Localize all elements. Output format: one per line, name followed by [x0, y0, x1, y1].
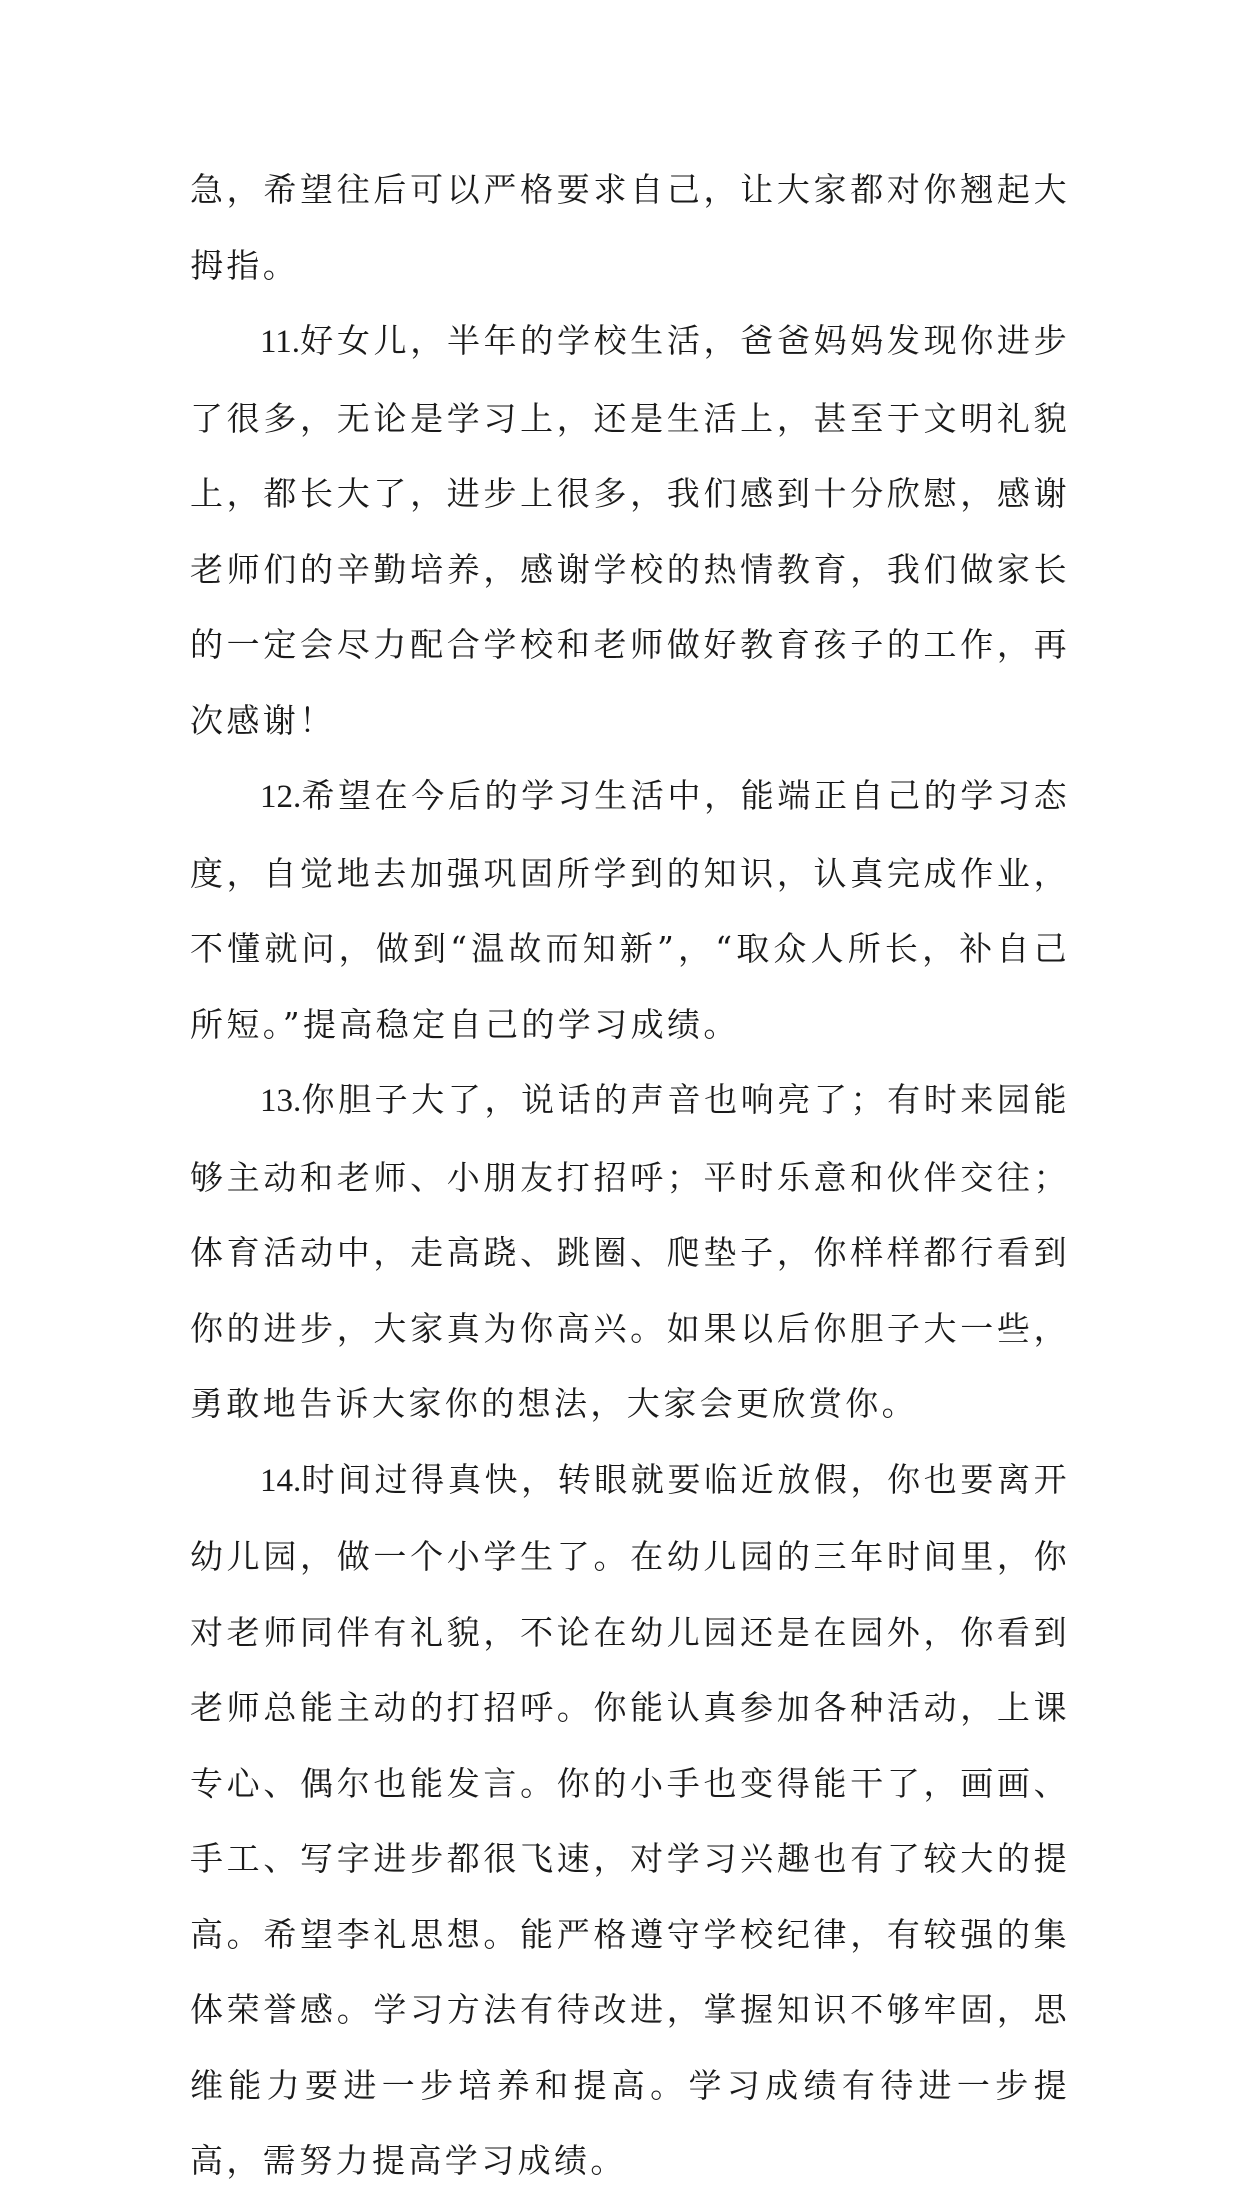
- paragraph-item-14: [190, 1442, 1070, 2199]
- paragraph-item-12: [190, 758, 1070, 1062]
- paragraph-item-13: [190, 1062, 1070, 1442]
- paragraph-number: 13.: [260, 1083, 302, 1119]
- document-body: [190, 152, 1070, 2199]
- paragraph-text: 你胆子大了，说话的声音也响亮了；有时来园能够主动和老师、小朋友打招呼；平时乐意和伙伴交往；体育活动中，走高跷、跳圈、爬垫子，你样样都行看到你的进步，大家真为你高兴。如果以后你胆子大一些，勇敢地告诉大家你的想法，大家会更欣赏你。: [190, 1080, 1070, 1423]
- paragraph-text: 时间过得真快，转眼就要临近放假，你也要离开幼儿园，做一个小学生了。在幼儿园的三年时间里，你对老师同伴有礼貌，不论在幼儿园还是在园外，你看到老师总能主动的打招呼。你能认真参加各种活动，上课专心、偶尔也能发言。你的小手也变得能干了，画画、手工、写字进步都很飞速，对学习兴趣也有了较大的提高。希望李礼思想。能严格遵守学校纪律，有较强的集体荣誉感。学习方法有待改进，掌握知识不够牢固，思维能力要进一步培养和提高。学习成绩有待进一步提高，需努力提高学习成绩。: [190, 1459, 1070, 2180]
- paragraph-number: 14.: [260, 1462, 302, 1499]
- paragraph-text: 希望在今后的学习生活中，能端正自己的学习态度，自觉地去加强巩固所学到的知识，认真完成作业，不懂就问，做到“温故而知新”，“取众人所长，补自己所短。”提高稳定自己的学习成绩。: [190, 776, 1070, 1044]
- paragraph-number: 11.: [260, 324, 301, 360]
- paragraph-item-11: [190, 303, 1070, 758]
- paragraph-continuation: [190, 152, 1070, 303]
- paragraph-text: 急，希望往后可以严格要求自己，让大家都对你翘起大拇指。: [190, 170, 1070, 285]
- paragraph-text: 好女儿，半年的学校生活，爸爸妈妈发现你进步了很多，无论是学习上，还是生活上，甚至于文明礼貌上，都长大了，进步上很多，我们感到十分欣慰，感谢老师们的辛勤培养，感谢学校的热情教育，我们做家长的一定会尽力配合学校和老师做好教育孩子的工作，再次感谢！: [190, 321, 1070, 740]
- paragraph-number: 12.: [260, 779, 302, 815]
